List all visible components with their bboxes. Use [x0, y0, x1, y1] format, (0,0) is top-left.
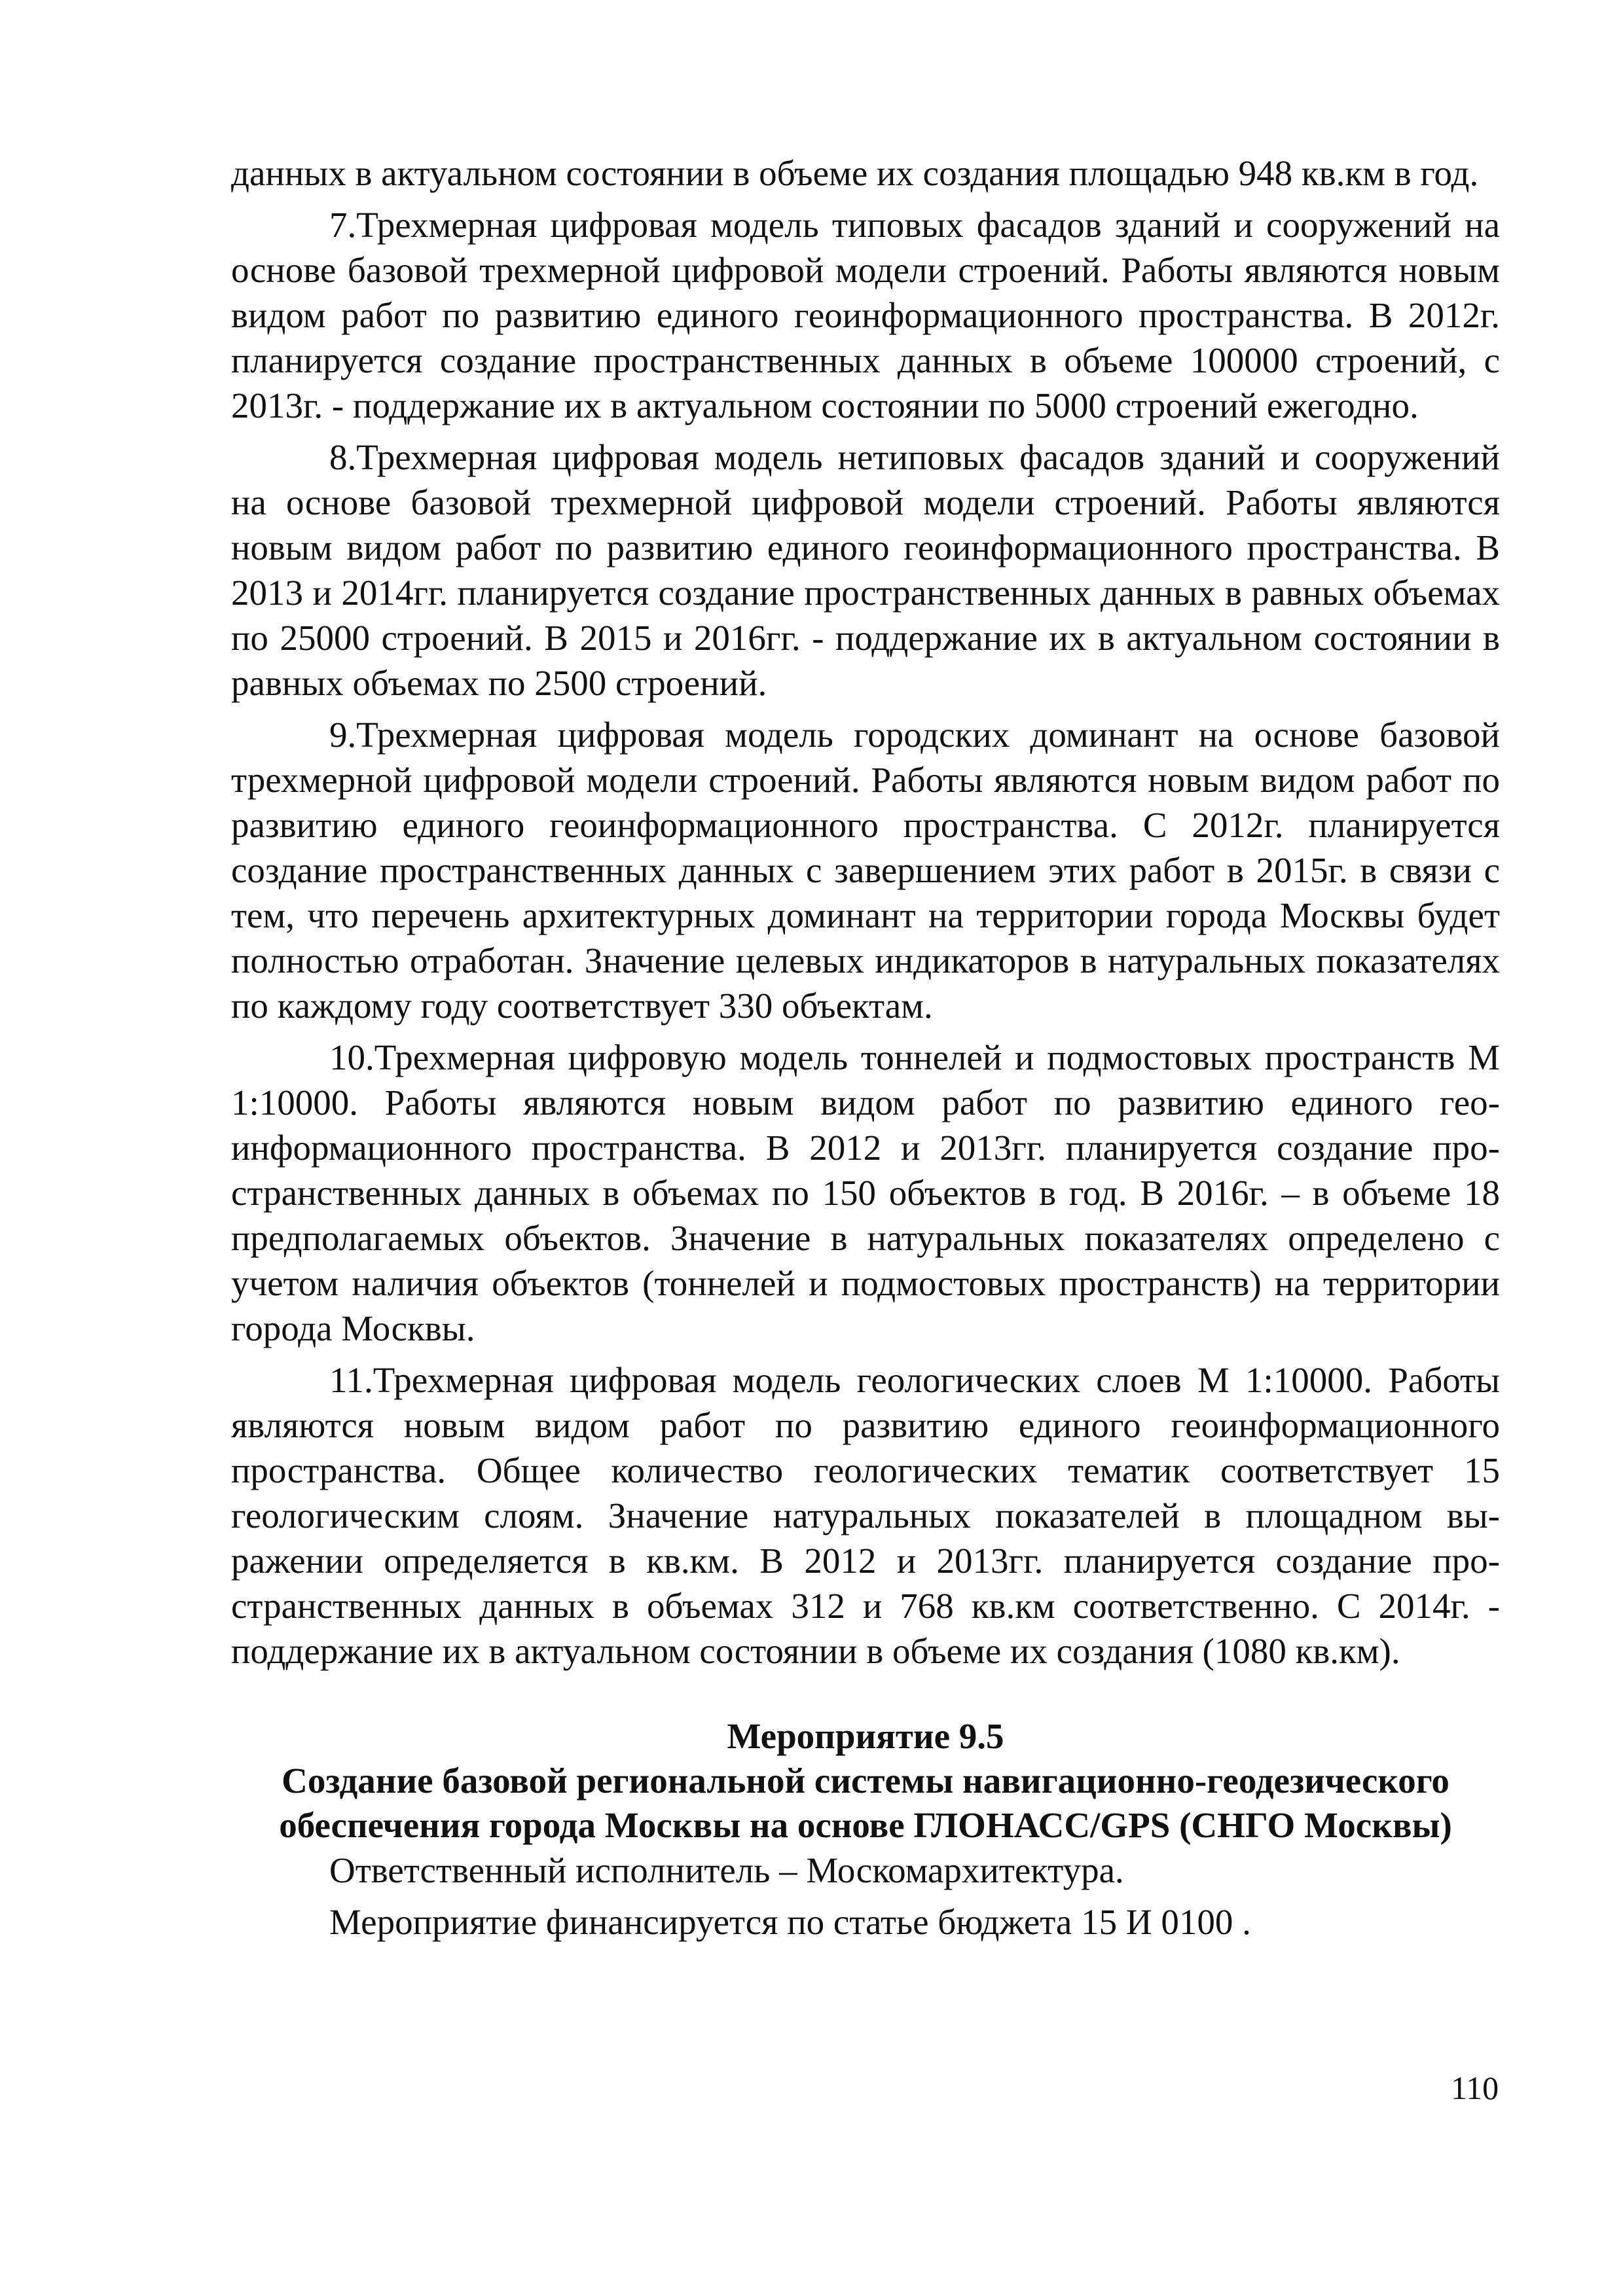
section-heading [231, 1714, 1500, 1848]
heading-details [231, 1848, 1500, 1945]
budget-line: Мероприятие финансируется по статье бюджета 15 И 0100 . [329, 1902, 1251, 1942]
heading-subtitle-line-1: Создание базовой региональной системы навигационно-геодезического [282, 1761, 1450, 1801]
responsible-executor: Ответственный исполнитель – Москомархитектура. [329, 1850, 1124, 1890]
page-content [231, 151, 1500, 1945]
heading-subtitle-line-2: обеспечения города Москвы на основе ГЛОНАСС/GPS (СНГО Москвы) [279, 1805, 1452, 1845]
paragraph-item-8: 8.Трехмерная цифровая модель нетиповых фасадов зданий и сооружений на основе базовой трехмерной цифровой модели строений. Работы являются новым видом работ по развитию единого геоинформационного пространства. В 2013 и 2014гг. планируется создание пространственных данных в равных объемах по 25000 строений. В 2015 и 2016гг. - поддержание их в актуальном состоянии в равных объемах по 2500 строений. [231, 437, 1500, 703]
paragraph-continuation: данных в актуальном состоянии в объеме их создания площадью 948 кв.км в год. [231, 153, 1479, 193]
paragraph-item-11: 11.Трехмерная цифровая модель геологических слоев М 1:10000. Работы являются новым видом работ по развитию единого геоинформационного пространства. Общее количество геологических тематик соответствует 15 геологическим слоям. Значение натуральных показателей в площадном выражении определяется в кв.км. В 2012 и 2013гг. планируется создание пространственных данных в объемах 312 и 768 кв.км соответственно. С 2014г. - поддержание их в актуальном состоянии в объеме их создания (1080 кв.км). [231, 1360, 1500, 1671]
paragraph-item-9: 9.Трехмерная цифровая модель городских доминант на основе базовой трехмерной цифровой модели строений. Работы являются новым видом работ по развитию единого геоинформационного пространства. С 2012г. планируется создание пространственных данных с завершением этих работ в 2015г. в связи с тем, что перечень архитектурных доминант на территории города Москвы будет полностью отработан. Значение целевых индикаторов в натуральных показателях по каждому году соответствует 330 объектам. [231, 715, 1500, 1026]
heading-title: Мероприятие 9.5 [727, 1716, 1004, 1756]
paragraph-item-7: 7.Трехмерная цифровая модель типовых фасадов зданий и сооружений на основе базовой трехмерной цифровой модели строений. Работы являются новым видом работ по развитию единого геоинформационного пространства. В 2012г. планируется создание пространственных данных в объеме 100000 строений, с 2013г. - поддержание их в актуальном состоянии по 5000 строений ежегодно. [231, 205, 1500, 425]
page-number: 110 [1451, 2070, 1499, 2106]
paragraph-item-10: 10.Трехмерная цифровую модель тоннелей и подмостовых пространств М 1:10000. Работы являются новым видом работ по развитию единого геоинформационного пространства. В 2012 и 2013гг. планируется создание пространственных данных в объемах по 150 объектов в год. В 2016г. – в объеме 18 предполагаемых объектов. Значение в натуральных показателях определено с учетом наличия объектов (тоннелей и подмостовых пространств) на территории города Москвы. [231, 1037, 1500, 1348]
